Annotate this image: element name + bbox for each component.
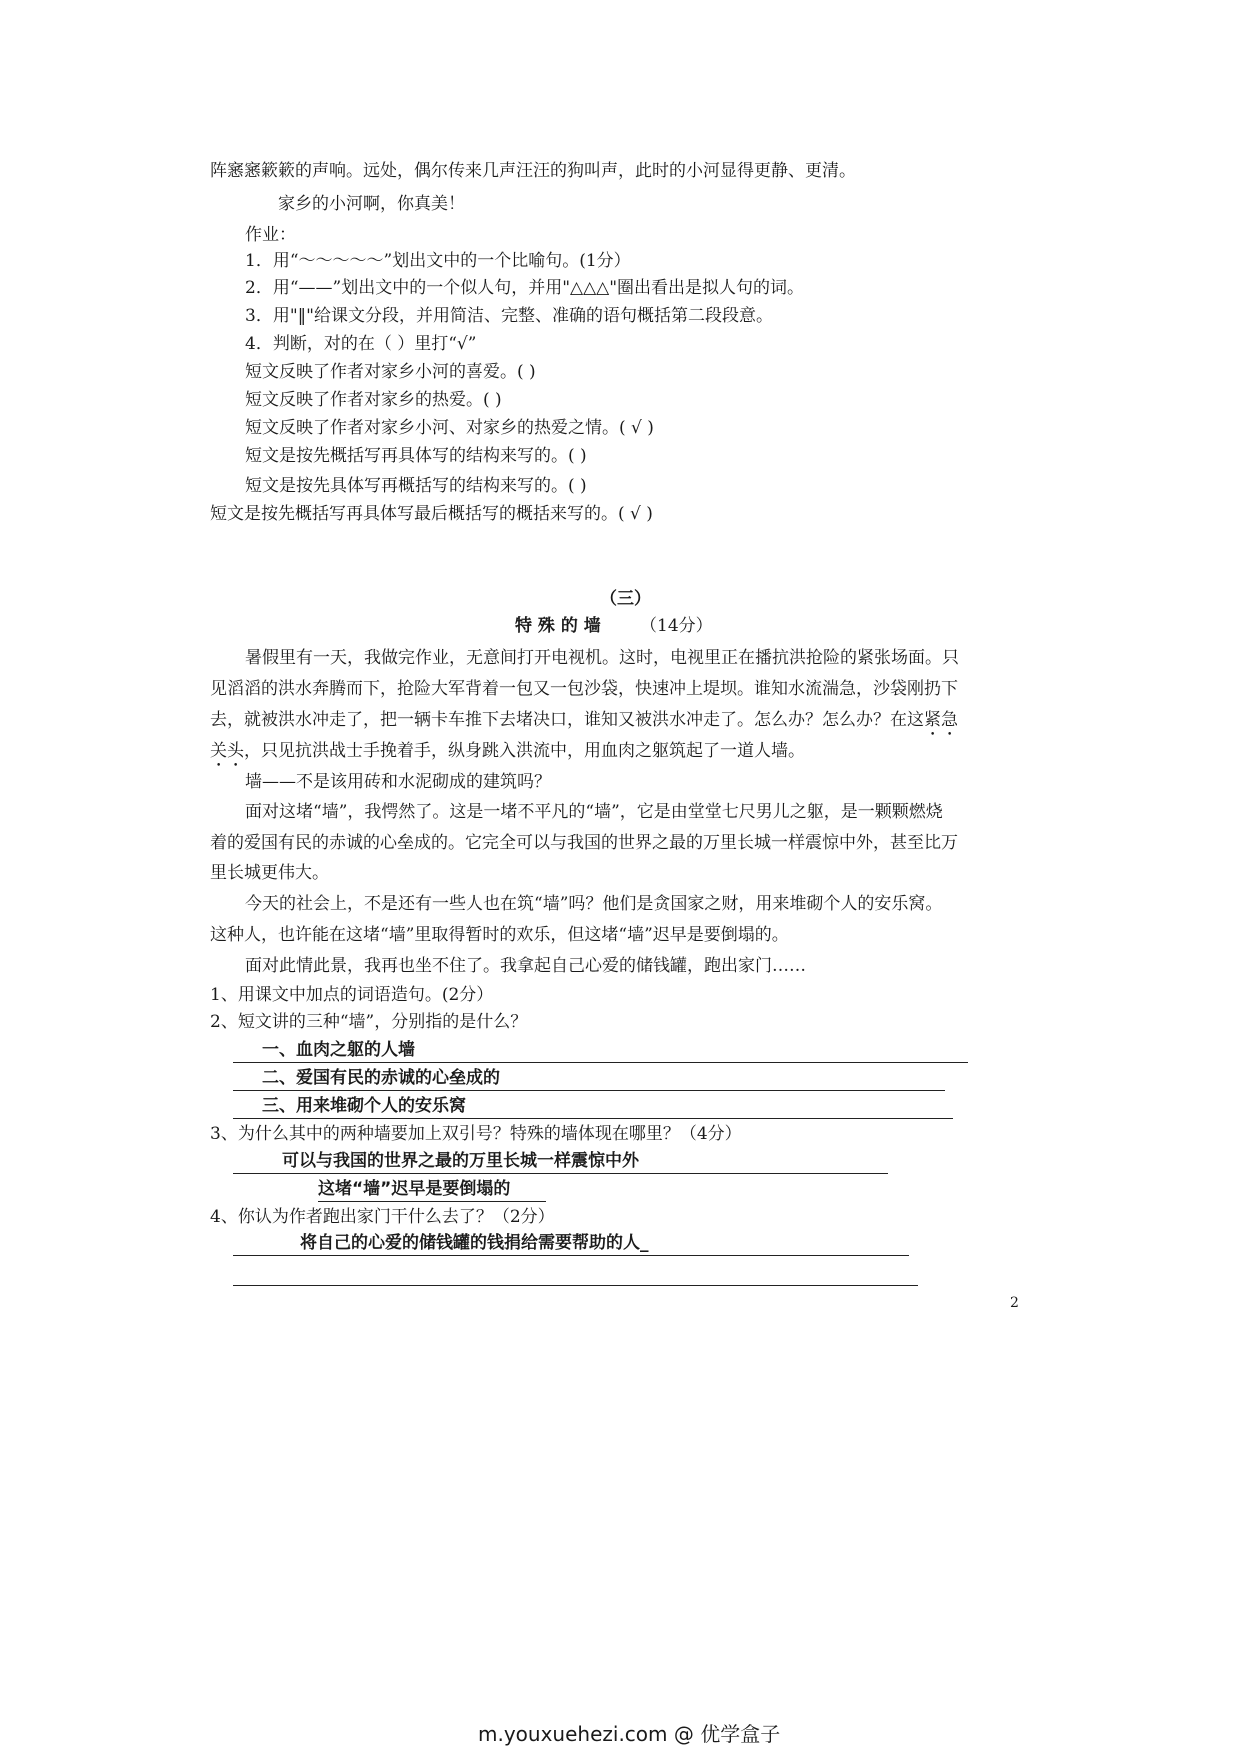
question: 2、短文讲的三种“墙”，分别指的是什么？ [210, 1012, 528, 1032]
answer-text: 可以与我国的世界之最的万里长城一样震惊中外 [282, 1151, 639, 1171]
answer-text: 一、血肉之躯的人墙 [262, 1040, 415, 1060]
passage-line: 面对这堵“墙”，我愕然了。这是一堵不平凡的“墙”，它是由堂堂七尺男儿之躯，是一颗颗燃烧 [245, 802, 943, 822]
answer-text: 将自己的心爱的储钱罐的钱捐给需要帮助的人_ [300, 1233, 649, 1253]
answer-line [233, 1285, 918, 1286]
passage-line: 面对此情此景，我再也坐不住了。我拿起自己心爱的储钱罐，跑出家门…… [245, 956, 806, 976]
section-title: 特 殊 的 墙 [515, 616, 601, 636]
text-line: 家乡的小河啊，你真美！ [278, 194, 465, 214]
answer-line [233, 1255, 909, 1256]
answer-line [233, 1118, 953, 1119]
answer-line [233, 1090, 945, 1091]
passage-line: 着的爱国有民的赤诚的心垒成的。它完全可以与我国的世界之最的万里长城一样震惊中外，甚至比万 [210, 833, 958, 853]
passage-line [210, 740, 805, 771]
question: 1、用课文中加点的词语造句。(2分） [210, 985, 494, 1005]
question: 3．用"‖"给课文分段，并用简洁、完整、准确的语句概括第二段段意。 [245, 306, 773, 326]
dotted-word: 紧急 [924, 710, 958, 730]
answer-line [318, 1201, 546, 1202]
text-line: 阵窸窸簌簌的声响。远处，偶尔传来几声汪汪的狗叫声，此时的小河显得更静、更清。 [210, 161, 856, 181]
judgement-option: 短文反映了作者对家乡小河的喜爱。( ) [245, 362, 536, 382]
footer-watermark: m.youxuehezi.com @ 优学盒子 [478, 1722, 781, 1746]
question: 4．判断，对的在（ ）里打“√” [245, 334, 477, 354]
passage-text: ，只见抗洪战士手挽着手，纵身跳入洪流中，用血肉之躯筑起了一道人墙。 [244, 741, 805, 761]
passage-line: 里长城更伟大。 [210, 863, 329, 883]
passage-text: 去，就被洪水冲走了，把一辆卡车推下去堵决口，谁知又被洪水冲走了。怎么办？怎么办？在这 [210, 710, 924, 730]
answer-text: 二、爱国有民的赤诚的心垒成的 [262, 1068, 500, 1088]
homework-label: 作业： [245, 225, 296, 245]
passage-line: 暑假里有一天，我做完作业，无意间打开电视机。这时，电视里正在播抗洪抢险的紧张场面。只 [245, 648, 959, 668]
section-number: （三） [600, 589, 651, 609]
answer-line [233, 1173, 888, 1174]
answer-line [233, 1062, 968, 1063]
question: 3、为什么其中的两种墙要加上双引号？特殊的墙体现在哪里？（4分） [210, 1124, 742, 1144]
answer-text: 这堵“墙”迟早是要倒塌的 [318, 1179, 511, 1199]
judgement-option: 短文是按先概括写再具体写的结构来写的。( ) [245, 446, 587, 466]
judgement-option: 短文是按先具体写再概括写的结构来写的。( ) [245, 476, 587, 496]
question: 2．用“——”划出文中的一个似人句，并用"△△△"圈出看出是拟人句的词。 [245, 278, 805, 298]
judgement-option: 短文是按先概括写再具体写最后概括写的概括来写的。( √ ) [210, 504, 653, 524]
section-score: （14分） [640, 616, 713, 636]
passage-line: 这种人，也许能在这堵“墙”里取得暂时的欢乐，但这堵“墙”迟早是要倒塌的。 [210, 925, 789, 945]
judgement-option: 短文反映了作者对家乡小河、对家乡的热爱之情。( √ ) [245, 418, 654, 438]
question: 4、你认为作者跑出家门干什么去了？（2分） [210, 1207, 555, 1227]
judgement-option: 短文反映了作者对家乡的热爱。( ) [245, 390, 502, 410]
page-number: 2 [1010, 1295, 1019, 1311]
dotted-word: 关头 [210, 741, 244, 761]
passage-line: 墙——不是该用砖和水泥砌成的建筑吗？ [245, 772, 551, 792]
passage-line [210, 709, 958, 740]
passage-line: 今天的社会上，不是还有一些人也在筑“墙”吗？他们是贪国家之财，用来堆砌个人的安乐窝。 [245, 894, 943, 914]
answer-text: 三、用来堆砌个人的安乐窝 [262, 1096, 466, 1116]
question: 1．用“～～～～～”划出文中的一个比喻句。(1分） [245, 251, 631, 271]
passage-line: 见滔滔的洪水奔腾而下，抢险大军背着一包又一包沙袋，快速冲上堤坝。谁知水流湍急，沙袋刚扔下 [210, 679, 958, 699]
